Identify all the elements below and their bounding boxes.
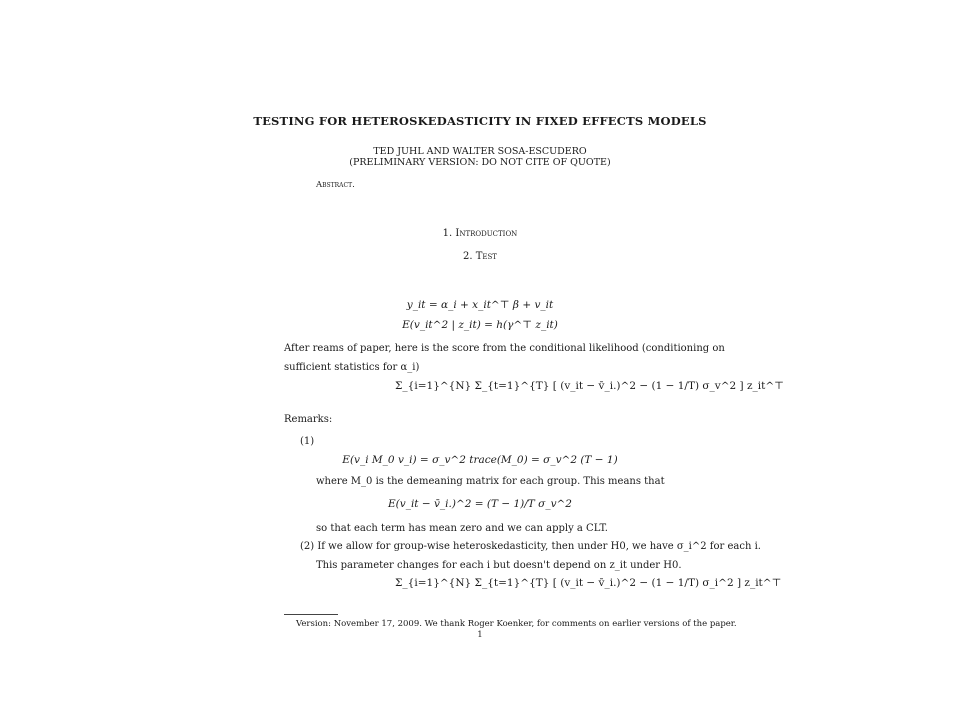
section-test-heading: 2. Test xyxy=(463,251,497,262)
equation-trace: E(v_i M_0 v_i) = σ_v^2 trace(M_0) = σ_v^2 (T − 1) xyxy=(342,454,618,466)
paragraph-demeaning: where M_0 is the demeaning matrix for each group. This means that xyxy=(316,476,665,487)
remark-2-line2: This parameter changes for each i but doesn't depend on z_it under H0. xyxy=(316,560,682,571)
paragraph-score-line1: After reams of paper, here is the score from the conditional likelihood (conditioning on xyxy=(284,343,725,354)
section-introduction-heading: 1. Introduction xyxy=(442,228,518,239)
paper-authors: TED JUHL AND WALTER SOSA-ESCUDERO xyxy=(373,146,587,157)
abstract-label: Abstract. xyxy=(316,180,355,190)
remarks-label: Remarks: xyxy=(284,414,333,425)
paper-title: TESTING FOR HETEROSKEDASTICITY IN FIXED EFFECTS MODELS xyxy=(253,114,707,128)
equation-variance: E(v_it^2 | z_it) = h(γ^⊤ z_it) xyxy=(402,319,558,331)
equation-model: y_it = α_i + x_it^⊤ β + v_it xyxy=(406,299,554,311)
equation-expectation: E(v_it − v̄_i.)^2 = (T − 1)/T σ_v^2 xyxy=(388,498,572,510)
paragraph-clt: so that each term has mean zero and we can apply a CLT. xyxy=(316,523,608,534)
paragraph-score-line2: sufficient statistics for α_i) xyxy=(284,362,420,373)
remark-2-line1: (2) If we allow for group-wise heteroskedasticity, then under H0, we have σ_i^2 for each i. xyxy=(300,541,761,552)
score-formula-2: Σ_{i=1}^{N} Σ_{t=1}^{T} [ (v_it − v̄_i.)^2 − (1 − 1/T) σ_i^2 ] z_it^⊤ xyxy=(395,577,782,589)
page-number: 1 xyxy=(477,630,483,640)
score-formula-1: Σ_{i=1}^{N} Σ_{t=1}^{T} [ (v_it − v̄_i.)^2 − (1 − 1/T) σ_v^2 ] z_it^⊤ xyxy=(395,380,785,392)
footnote-divider xyxy=(284,614,338,615)
remark-1-number: (1) xyxy=(300,436,315,447)
footnote: Version: November 17, 2009. We thank Roger Koenker, for comments on earlier versions of the paper. xyxy=(296,619,737,629)
preliminary-note: (PRELIMINARY VERSION: DO NOT CITE OF QUOTE) xyxy=(349,157,611,168)
